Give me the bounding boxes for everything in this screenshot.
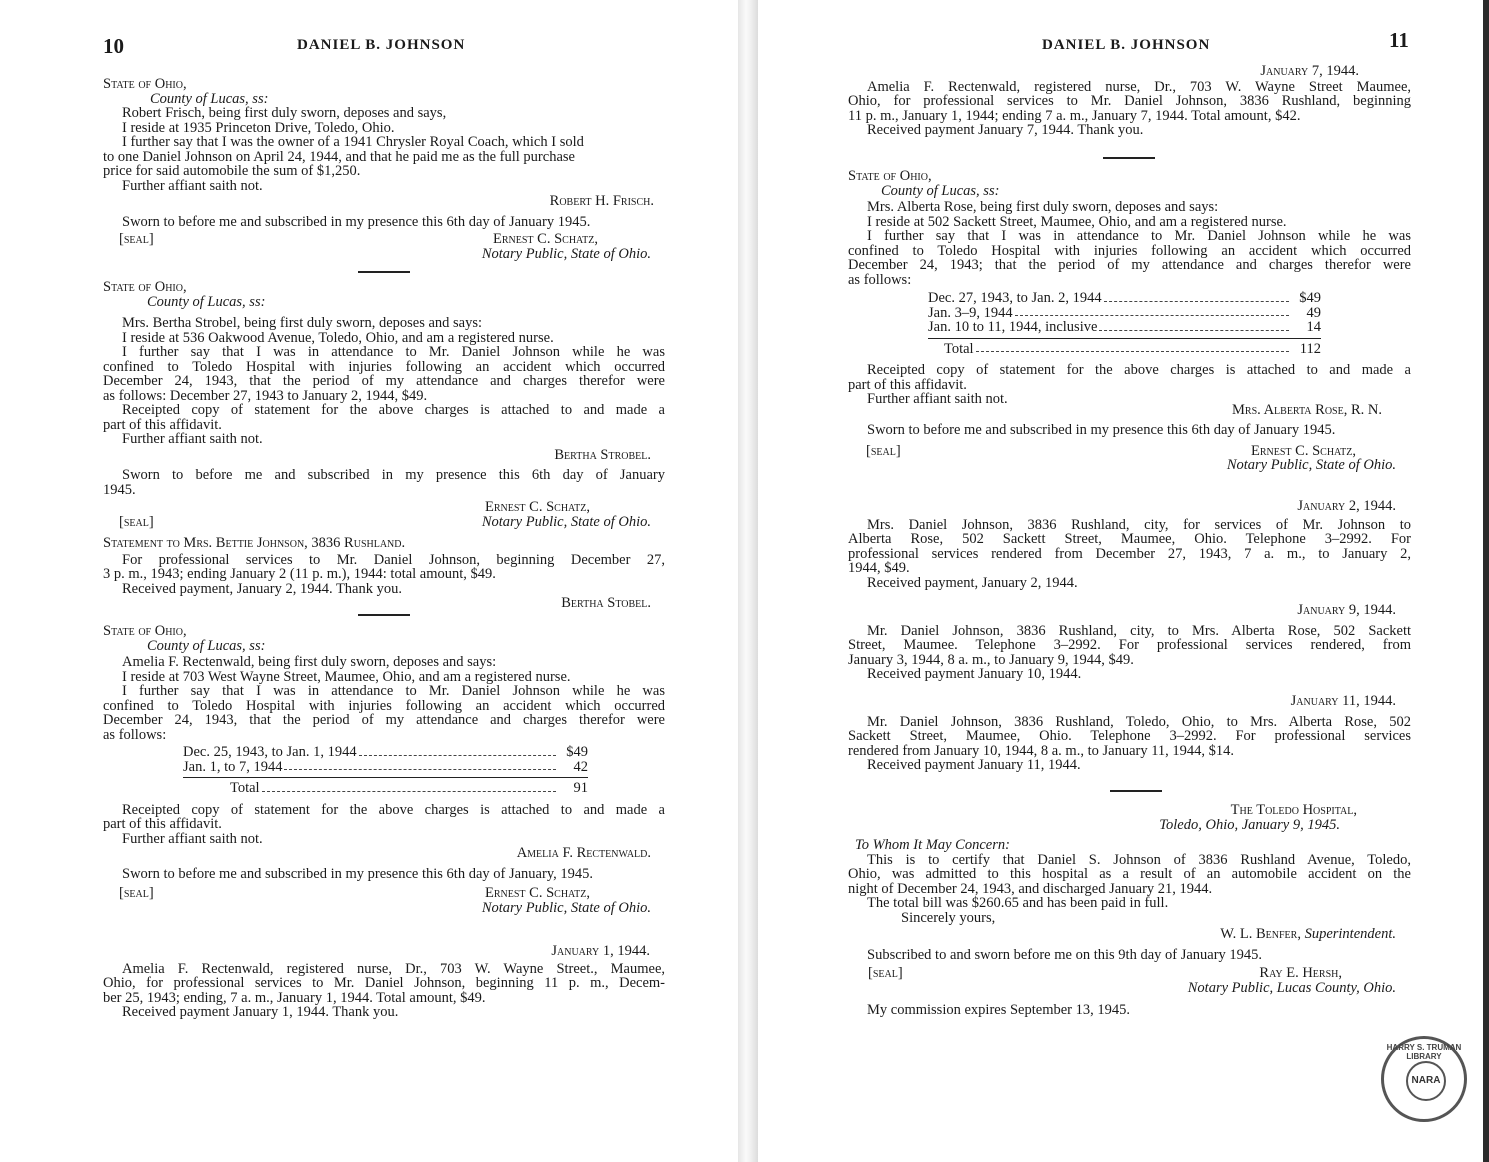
text-line: Street, Maumee. Telephone 3–2992. For professional services rendered, from [848, 637, 1411, 653]
text-line: part of this affidavit. [848, 376, 967, 393]
charge-amount: 49 [1306, 304, 1321, 321]
text-line: I further say that I was the owner of a 1941 Chrysler Royal Coach, which I sold [122, 134, 584, 150]
notary-title: Notary Public, State of Ohio. [481, 899, 651, 916]
jurat: Sworn to before me and subscribed in my presence this 6th day of January [122, 467, 665, 483]
charge-amount: 42 [573, 758, 588, 775]
signature: Bertha Stobel. [561, 595, 651, 611]
text-line: part of this affidavit. [103, 816, 222, 832]
notary-title: Notary Public, Lucas County, Ohio. [1187, 979, 1396, 996]
text-line: January 3, 1944, 8 a. m., to January 9, 1944, $49. [848, 651, 1134, 668]
section-divider [358, 614, 410, 616]
charge-amount: $49 [1299, 290, 1321, 306]
text-line: Received payment January 7, 1944. Thank you. [867, 122, 1144, 138]
text-line: as follows: December 27, 1943 to January 2, 1944, $49. [103, 387, 428, 404]
text-line: Mrs. Bertha Strobel, being first duly sworn, deposes and says: [122, 315, 483, 331]
charges-row [183, 745, 588, 760]
venue-state: State of Ohio, [848, 168, 932, 184]
charges-row [183, 760, 588, 775]
charge-amount: $49 [566, 744, 588, 760]
text-line: Further affiant saith not. [122, 431, 263, 447]
venue-state: State of Ohio, [103, 623, 187, 639]
charges-table [183, 745, 588, 796]
charge-period: Dec. 25, 1943, to Jan. 1, 1944 [183, 744, 357, 760]
receipt-jan-2 [848, 499, 1411, 590]
total-rule [183, 777, 588, 778]
text-line: night of December 24, 1943, and discharged January 21, 1944. [848, 880, 1213, 897]
text-line: confined to Toledo Hospital with injuries following an accident which occurred [103, 358, 665, 375]
receipt-date: January 1, 1944. [551, 943, 650, 959]
seal-label: [seal] [868, 965, 903, 981]
charges-row [928, 306, 1321, 321]
receipt-date: January 11, 1944. [1290, 693, 1396, 709]
text-line: I further say that I was in attendance to Mr. Daniel Johnson while he was [867, 228, 1411, 244]
affidavit-rectenwald [103, 624, 665, 915]
text-line: Mrs. Alberta Rose, being first duly sworn, deposes and says: [867, 199, 1219, 215]
seal-label: [seal] [119, 885, 154, 901]
text-line: Further affiant saith not. [122, 177, 263, 194]
text-line: Mr. Daniel Johnson, 3836 Rushland, Toledo, Ohio, to Mrs. Alberta Rose, 502 [867, 713, 1411, 730]
text-line: Further affiant saith not. [122, 830, 263, 847]
charges-table [928, 291, 1321, 356]
text-line: This is to certify that Daniel S. Johnson of 3836 Rushland Avenue, Toledo, [867, 851, 1411, 868]
text-line: Further affiant saith not. [867, 391, 1008, 407]
charges-total-row [928, 342, 1321, 357]
signature: Amelia F. Rectenwald. [516, 845, 651, 861]
right-page [758, 0, 1483, 1162]
text-line: confined to Toledo Hospital with injuries following an accident which occurred [103, 697, 665, 714]
notary-name: Ernest C. Schatz, [485, 499, 590, 515]
charges-row [928, 291, 1321, 306]
text-line: I reside at 703 West Wayne Street, Maumee, Ohio, and am a registered nurse. [122, 668, 571, 685]
text-line: Mr. Daniel Johnson, 3836 Rushland, city, to Mrs. Alberta Rose, 502 Sackett [867, 622, 1411, 639]
charge-period: Jan. 1, to 7, 1944 [183, 758, 283, 775]
page-number: 11 [1389, 28, 1409, 52]
text-line: I further say that I was in attendance to Mr. Daniel Johnson while he was [122, 344, 665, 360]
venue-county: County of Lucas, ss: [150, 90, 269, 107]
charges-row [928, 320, 1321, 335]
text-line: Receipted copy of statement for the above charges is attached to and made a [122, 402, 665, 418]
text-line: I reside at 502 Sackett Street, Maumee, Ohio, and am a registered nurse. [867, 213, 1287, 230]
seal-label: [seal] [119, 231, 154, 247]
text-line: as follows: [848, 271, 912, 288]
charge-period: Jan. 10 to 11, 1944, inclusive [928, 319, 1098, 335]
charge-amount: 14 [1306, 319, 1321, 335]
text-line: 1944, $49. [848, 560, 910, 576]
signature: Bertha Strobel. [554, 446, 651, 463]
text-line: Amelia F. Rectenwald, registered nurse, Dr., 703 W. Wayne Street Maumee, [867, 78, 1411, 95]
archive-stamp [1381, 1036, 1467, 1122]
text-line: Amelia F. Rectenwald, being first duly sworn, deposes and says: [122, 654, 497, 670]
text-line: Robert Frisch, being first duly sworn, deposes and says, [122, 105, 447, 121]
text-line: I reside at 536 Oakwood Avenue, Toledo, Ohio, and am a registered nurse. [122, 329, 554, 346]
left-page [0, 0, 738, 1162]
affidavit-rose [848, 169, 1411, 473]
text-line: Receipted copy of statement for the above charges is attached to and made a [122, 801, 665, 818]
text-line: part of this affidavit. [103, 416, 222, 433]
receipt-jan-7 [848, 64, 1411, 138]
signature [848, 927, 1411, 942]
signature: Robert H. Frisch. [549, 193, 654, 209]
text-line: as follows: [103, 726, 167, 743]
running-head: DANIEL B. JOHNSON [1042, 37, 1211, 53]
text-line: to one Daniel Johnson on April 24, 1944, and that he paid me as the full purchase [103, 148, 575, 165]
receipt-jan-1 [103, 944, 665, 1020]
text-line: December 24, 1943; that the period of my attendance and charges therefor were [848, 257, 1411, 273]
notary-name: Ray E. Hersh, [1259, 965, 1342, 981]
statement-heading: Statement to Mrs. Bettie Johnson, 3836 Rushland. [103, 535, 406, 551]
section-divider [1110, 790, 1162, 792]
text-line: December 24, 1943, that the period of my attendance and charges therefor were [103, 373, 665, 389]
charges-total-row [183, 781, 588, 796]
text-line: Receipted copy of statement for the above charges is attached to and made a [867, 362, 1411, 378]
section-divider [358, 271, 410, 273]
notary-name: Ernest C. Schatz, [493, 231, 598, 247]
text-line: Received payment, January 2, 1944. [867, 574, 1078, 591]
text-line: Alberta Rose, 502 Sackett Street, Maumee, Ohio. Telephone 3–2992. For [848, 531, 1411, 547]
total-amount: 112 [1299, 340, 1321, 357]
jurat: Sworn to before me and subscribed in my presence this 6th day of January, 1945. [122, 865, 594, 882]
text-line: Received payment January 10, 1944. [867, 666, 1082, 682]
running-head: DANIEL B. JOHNSON [297, 37, 466, 53]
receipt-jan-9 [848, 603, 1411, 682]
signature: Mrs. Alberta Rose, R. N. [1232, 401, 1382, 418]
place-date: Toledo, Ohio, January 9, 1945. [1159, 816, 1340, 833]
charge-period: Jan. 3–9, 1944 [928, 304, 1013, 321]
notary-title: Notary Public, State of Ohio. [481, 245, 651, 262]
text-line: ber 25, 1943; ending, 7 a. m., January 1, 1944. Total amount, $49. [103, 989, 486, 1006]
affidavit-frisch [103, 77, 665, 261]
affidavit-strobel [103, 280, 665, 529]
receipt-jan-11 [848, 694, 1411, 773]
text-line: Received payment January 11, 1944. [867, 757, 1081, 773]
text-line: Ohio, for professional services to Mr. Daniel Johnson, beginning 11 p. m., Decem- [103, 975, 665, 991]
receipt-date: January 2, 1944. [1297, 498, 1396, 514]
venue-state: State of Ohio, [103, 76, 187, 92]
text-line: professional services rendered from December 27, 1943, 7 a. m., to January 2, [848, 545, 1411, 562]
page-edge [1483, 0, 1489, 1162]
total-label: Total [230, 780, 260, 796]
text-line: I reside at 1935 Princeton Drive, Toledo, Ohio. [122, 119, 395, 136]
signer-title: Superintendent. [1304, 926, 1396, 942]
section-divider [1103, 157, 1155, 159]
seal-label: [seal] [119, 513, 154, 530]
notary-title: Notary Public, State of Ohio. [1226, 457, 1396, 473]
hospital-name: The Toledo Hospital, [1230, 802, 1357, 818]
notary-name: Ernest C. Schatz, [485, 885, 590, 901]
text-line: confined to Toledo Hospital with injuries following an accident which occurred [848, 242, 1411, 259]
notary-name: Ernest C. Schatz, [1251, 442, 1356, 459]
seal-label: [seal] [866, 442, 901, 459]
jurat: Sworn to before me and subscribed in my presence this 6th day of January 1945. [122, 213, 591, 230]
text-line: Mrs. Daniel Johnson, 3836 Rushland, city, for services of Mr. Johnson to [867, 516, 1411, 533]
venue-county: County of Lucas, ss: [881, 182, 1000, 199]
text-line: Ohio, was admitted to this hospital as a result of an automobile accident on the [848, 866, 1411, 882]
signer-name: W. L. Benfer, [1220, 926, 1301, 942]
jurat: Sworn to before me and subscribed in my presence this 6th day of January 1945. [867, 422, 1336, 438]
text-line: price for said automobile the sum of $1,250. [103, 163, 361, 179]
charge-period: Dec. 27, 1943, to Jan. 2, 1944 [928, 290, 1102, 306]
statement-strobel [103, 536, 665, 611]
notary-title: Notary Public, State of Ohio. [481, 513, 651, 530]
stamp-ring-text: HARRY S. TRUMAN LIBRARY [1386, 1043, 1462, 1061]
salutation: To Whom It May Concern: [855, 837, 1010, 853]
text-line: Received payment January 1, 1944. Thank you. [122, 1004, 399, 1020]
text-line: 3 p. m., 1943; ending January 2 (11 p. m.), 1944: total amount, $49. [103, 566, 496, 582]
text-line: Ohio, for professional services to Mr. Daniel Johnson, 3836 Rushland, beginning [848, 93, 1411, 109]
receipt-date: January 7, 1944. [1260, 63, 1359, 79]
text-line: December 24, 1943, that the period of my attendance and charges therefor were [103, 712, 665, 728]
text-line: 11 p. m., January 1, 1944; ending 7 a. m., January 7, 1944. Total amount, $42. [848, 107, 1301, 124]
venue-county: County of Lucas, ss: [147, 637, 266, 654]
text-line: I further say that I was in attendance to Mr. Daniel Johnson while he was [122, 683, 665, 699]
book-gutter [738, 0, 758, 1162]
venue-state: State of Ohio, [103, 279, 187, 295]
text-line: Sackett Street, Maumee, Ohio. Telephone 3–2992. For professional services [848, 728, 1411, 744]
stamp-center-text: NARA [1406, 1061, 1446, 1101]
closing: Sincerely yours, [901, 909, 996, 926]
receipt-date: January 9, 1944. [1297, 602, 1396, 618]
commission-expiry: My commission expires September 13, 1945. [867, 1002, 1130, 1018]
text-line: Amelia F. Rectenwald, registered nurse, Dr., 703 W. Wayne Street., Maumee, [122, 960, 665, 977]
total-amount: 91 [573, 780, 588, 796]
venue-county: County of Lucas, ss: [147, 293, 266, 310]
text-line: The total bill was $260.65 and has been paid in full. [867, 895, 1169, 911]
page-number: 10 [103, 34, 124, 58]
jurat: 1945. [103, 481, 136, 498]
text-line: rendered from January 10, 1944, 8 a. m., to January 11, 1944, $14. [848, 742, 1235, 759]
text-line: For professional services to Mr. Daniel Johnson, beginning December 27, [122, 551, 665, 568]
total-rule [928, 338, 1321, 339]
jurat: Subscribed to and sworn before me on this 9th day of January 1945. [867, 946, 1263, 963]
text-line: Received payment, January 2, 1944. Thank you. [122, 580, 402, 597]
hospital-certificate [848, 803, 1411, 1018]
total-label: Total [944, 340, 974, 357]
